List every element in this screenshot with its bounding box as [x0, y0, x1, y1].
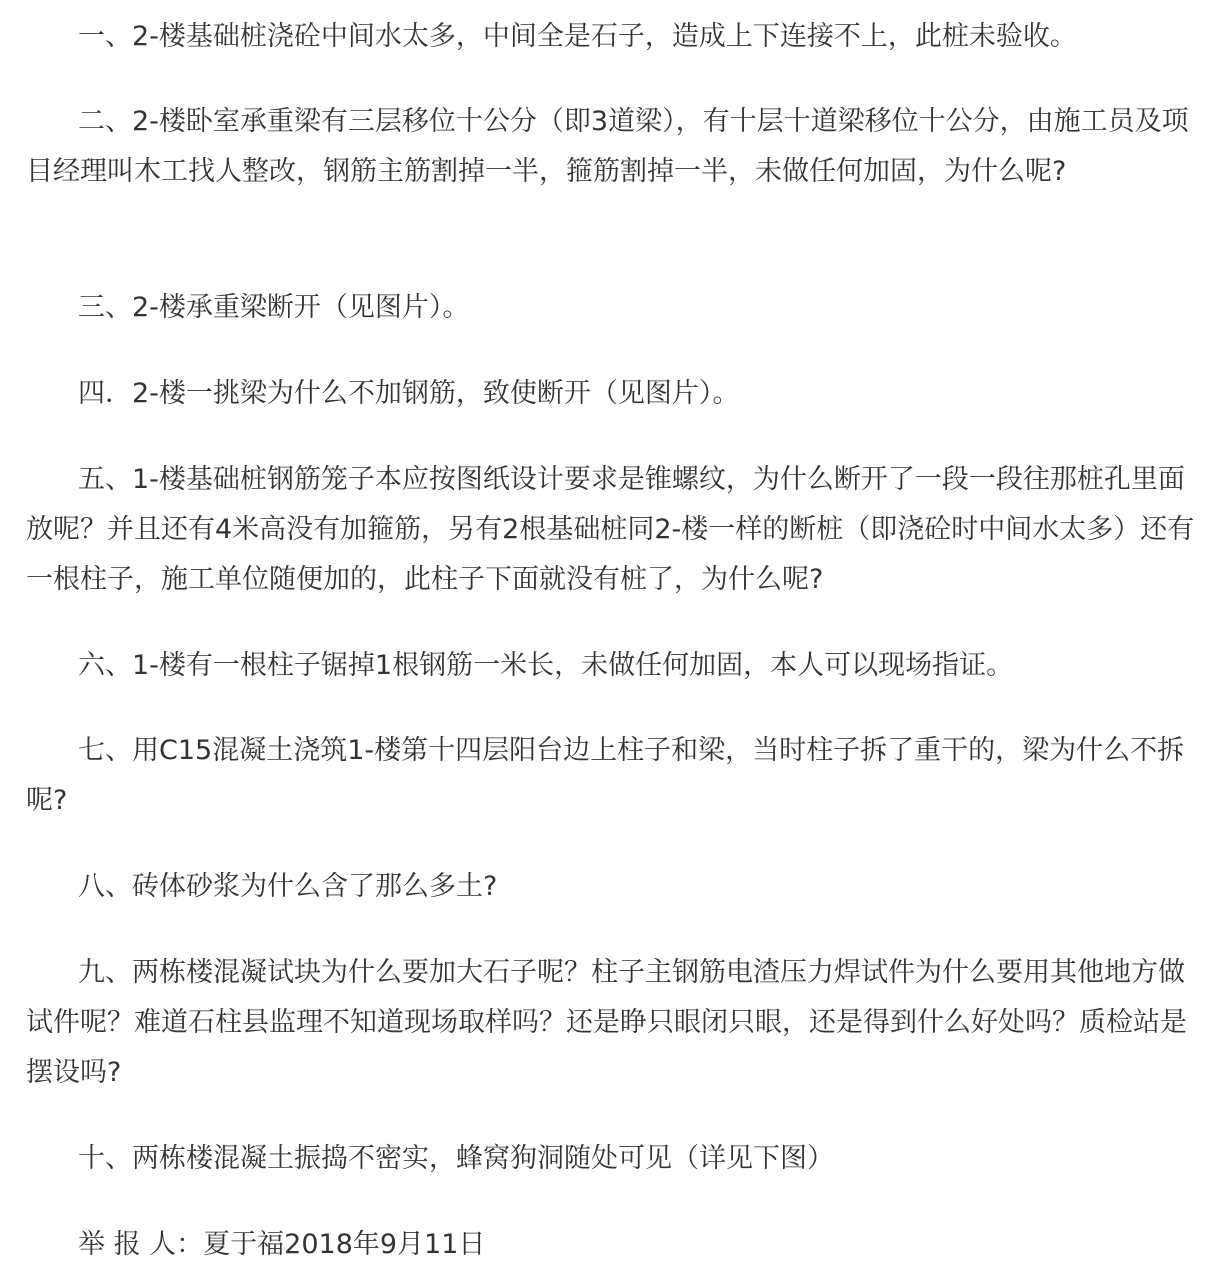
paragraph-2: 二、2-楼卧室承重梁有三层移位十公分（即3道梁），有十层十道梁移位十公分，由施工员及项目经理叫木工找人整改，钢筋主筋割掉一半，箍筋割掉一半，未做任何加固，为什么呢?: [26, 106, 1189, 187]
paragraph-8: 八、砖体砂浆为什么含了那么多土?: [78, 871, 498, 902]
paragraph-10: 十、两栋楼混凝土振捣不密实，蜂窝狗洞随处可见（详见下图）: [78, 1143, 834, 1174]
paragraph-5: 五、1-楼基础桩钢筋笼子本应按图纸设计要求是锥螺纹，为什么断开了一段一段往那桩孔里面放呢？并且还有4米高没有加箍筋，另有2根基础桩同2-楼一样的断桩（即浇砼时中间水太多）还有一根柱子，施工单位随便加的，此柱子下面就没有桩了，为什么呢?: [26, 464, 1195, 595]
paragraph-4: 四．2-楼一挑梁为什么不加钢筋，致使断开（见图片）。: [78, 378, 740, 409]
paragraph-6: 六、1-楼有一根柱子锯掉1根钢筋一米长，未做任何加固，本人可以现场指证。: [78, 650, 1014, 681]
paragraph-3: 三、2-楼承重梁断开（见图片）。: [78, 292, 470, 323]
paragraph-1: 一、2-楼基础桩浇砼中间水太多，中间全是石子，造成上下连接不上，此桩未验收。: [78, 21, 1077, 52]
paragraph-7: 七、用C15混凝土浇筑1-楼第十四层阳台边上柱子和梁，当时柱子拆了重干的，梁为什么不拆呢?: [26, 735, 1185, 816]
paragraph-9: 九、两栋楼混凝试块为什么要加大石子呢？柱子主钢筋电渣压力焊试件为什么要用其他地方做试件呢？难道石柱县监理不知道现场取样吗？还是睁只眼闭只眼，还是得到什么好处吗？质检站是摆设吗?: [26, 957, 1187, 1088]
reporter-signature-line: 举 报 人：夏于福2018年9月11日: [78, 1229, 486, 1260]
